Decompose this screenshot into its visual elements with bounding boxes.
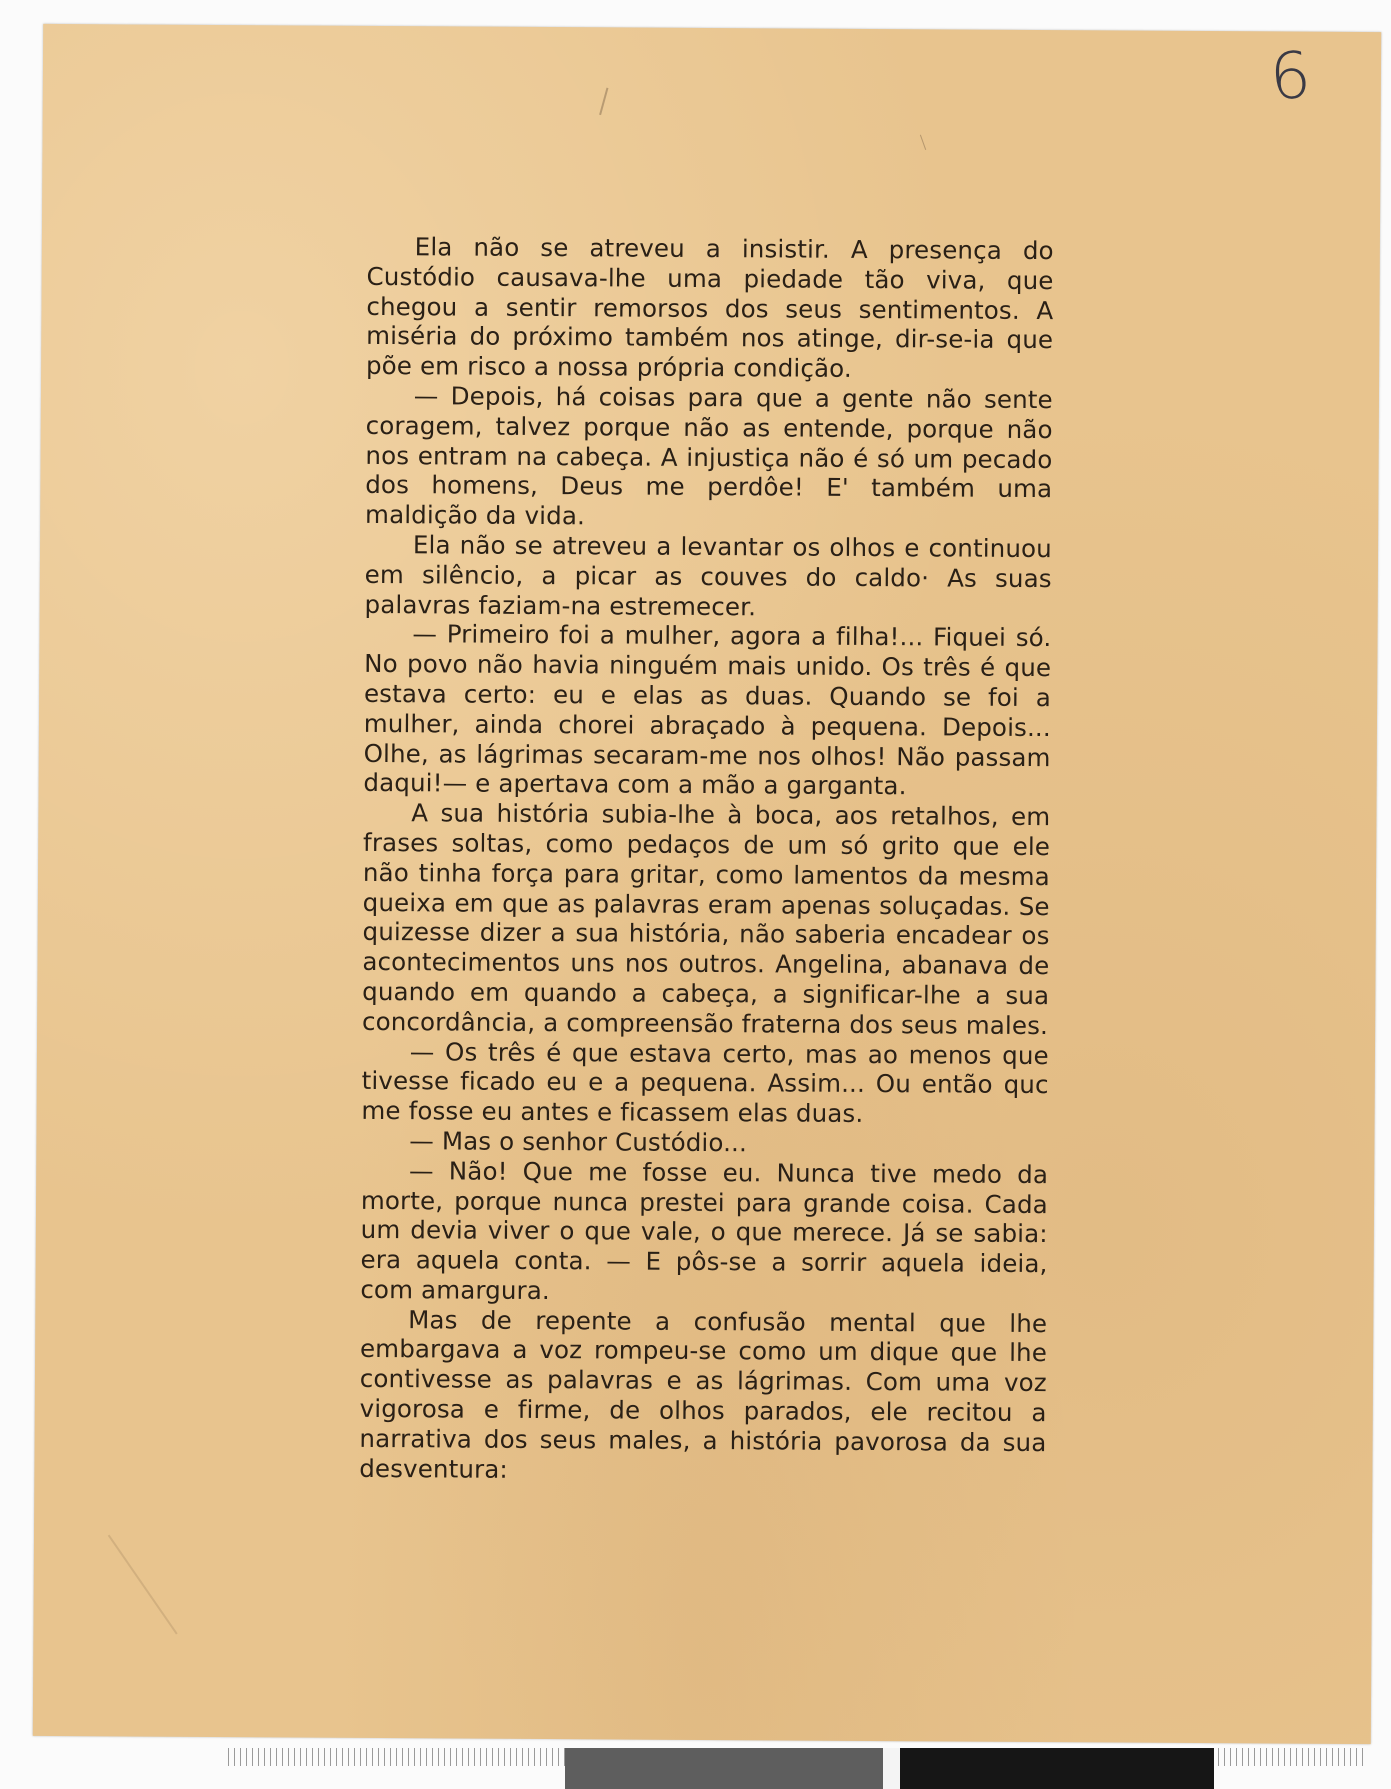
white-calibration-gap (883, 1748, 900, 1789)
paragraph: — Primeiro foi a mulher, agora a filha!... Fiquei só. No povo não havia ninguém mais unido. Os três é que estava certo: eu e elas as duas. Quando se foi a mulher, ainda chorei abraçado à pequena. Depois... Olhe, as lágrimas secaram-me nos olhos! Não passam daqui!— e apertava com a mão a garganta. (363, 619, 1052, 801)
paper-speck (599, 88, 608, 116)
paragraph: — Depois, há coisas para que a gente não sente coragem, talvez porque não as entende, porque não nos entram na cabeça. A injustiça não é só um pecado dos homens, Deus me perdôe! E' também uma maldição da vida. (365, 381, 1053, 531)
page-number: 6 (1267, 38, 1314, 116)
paragraph: Ela não se atreveu a insistir. A presença do Custódio causava-lhe uma piedade tão viva, que chegou a sentir remorsos dos seus sentimentos. A miséria do próximo também nos atinge, dir-se-ia que põe em risco a nossa própria condição. (365, 232, 1054, 384)
paragraph: Ela não se atreveu a levantar os olhos e continuou em silêncio, a picar as couves do caldo· As suas palavras faziam-na estremecer. (364, 530, 1052, 621)
body-text (359, 232, 1054, 1488)
paragraph: A sua história subia-lhe à boca, aos retalhos, em frases soltas, como pedaços de um só grito que ele não tinha força para gritar, como lamentos da mesma queixa em que as palavras eram apenas soluçadas. Se quizesse dizer a sua história, não saberia encadear os acontecimentos uns nos outros. Angelina, abanava de quando em quando a cabeça, a significar-lhe a sua concordância, a compreensão fraterna dos seus males. (361, 798, 1051, 1040)
paragraph: — Não! Que me fosse eu. Nunca tive medo da morte, porque nunca prestei para grande coisa. Cada um devia viver o que vale, o que merece. Já se sabia: era aquela conta. — E pôs-se a sorrir aquela ideia, com amargura. (360, 1155, 1049, 1305)
black-calibration-block (900, 1748, 1214, 1789)
paragraph: — Os três é que estava certo, mas ao menos que tivesse ficado eu e a pequena. Assim... Ou então quc me fosse eu antes e ficassem elas duas. (361, 1036, 1049, 1129)
paragraph: — Mas o senhor Custódio... (409, 1126, 748, 1158)
scale-ruler (228, 1748, 1363, 1789)
gray-calibration-block (565, 1748, 883, 1789)
paper-speck (108, 1535, 178, 1635)
paragraph: Mas de repente a confusão mental que lhe embargava a voz rompeu-se como um dique que lhe contivesse as palavras e as lágrimas. Com uma voz vigorosa e firme, de olhos parados, ele recitou a narrativa dos seus males, a história pavorosa da sua desventura: (359, 1304, 1048, 1484)
paper-speck (920, 135, 926, 150)
